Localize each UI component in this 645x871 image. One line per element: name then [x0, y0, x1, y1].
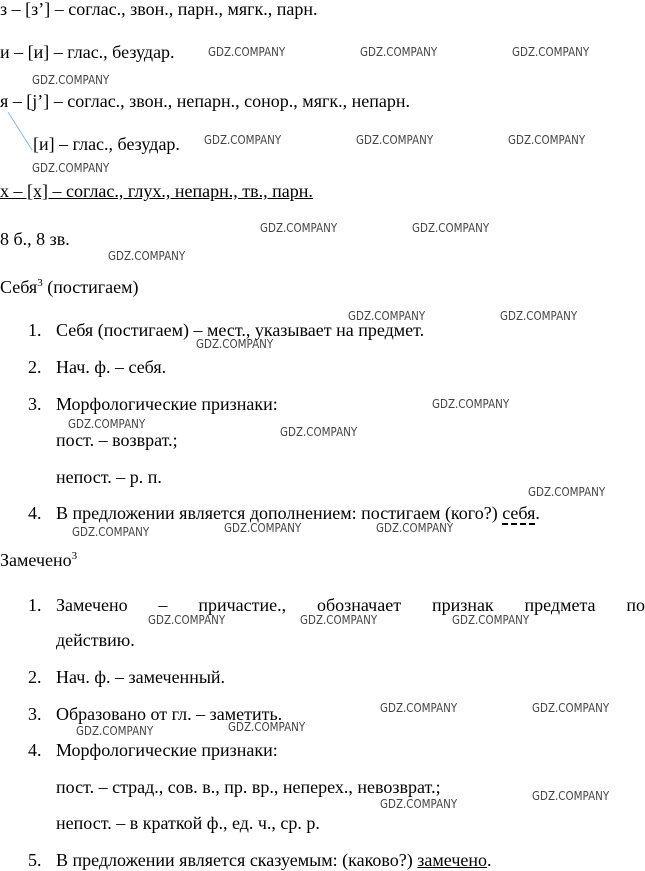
watermark: GDZ.COMPANY — [228, 720, 306, 734]
watermark: GDZ.COMPANY — [532, 789, 610, 803]
list-number: 2. — [28, 357, 42, 377]
word1-item-4-end: . — [535, 503, 540, 523]
watermark: GDZ.COMPANY — [208, 45, 286, 59]
phonetic-line-ya-vowel: [и] – глас., безудар. — [33, 134, 180, 154]
list-number: 4. — [28, 740, 42, 760]
watermark: GDZ.COMPANY — [72, 525, 150, 539]
word2-item-1-cont: действию. — [56, 630, 135, 650]
word1-item-4-word: себя — [502, 503, 536, 523]
watermark: GDZ.COMPANY — [348, 309, 426, 323]
word1-title-tail: (постигаем) — [42, 277, 139, 297]
phonetic-total: 8 б., 8 зв. — [0, 229, 70, 249]
word2-heading — [0, 545, 77, 571]
word2-title: Замечено — [0, 550, 72, 570]
watermark: GDZ.COMPANY — [32, 161, 110, 175]
word2-item-5-text: В предложении является сказуемым: (каково?) — [56, 850, 418, 870]
list-number: 5. — [28, 850, 42, 870]
word2-item-2 — [28, 666, 225, 688]
word1-heading — [0, 272, 139, 298]
word1-title-sup: 3 — [37, 277, 43, 289]
word2-item-2-text: Нач. ф. – замеченный. — [56, 667, 226, 687]
list-number: 2. — [28, 667, 42, 687]
word1-item-4-text: В предложении является дополнением: постигаем (кого?) — [56, 503, 503, 523]
watermark: GDZ.COMPANY — [528, 485, 606, 499]
watermark: GDZ.COMPANY — [532, 701, 610, 715]
word2-item-1-word: Замечено — [56, 595, 128, 615]
word1-item-2-text: Нач. ф. – себя. — [56, 357, 167, 377]
word2-item-1-number — [28, 594, 56, 616]
word1-item-2 — [28, 356, 166, 378]
word2-item-5 — [28, 849, 492, 871]
word2-item-5-end: . — [487, 850, 492, 870]
watermark: GDZ.COMPANY — [412, 221, 490, 235]
word2-item-1-word: обозначает — [317, 595, 402, 615]
watermark: GDZ.COMPANY — [224, 521, 302, 535]
word1-item-1-text: Себя (постигаем) – мест., указывает на предмет. — [56, 320, 425, 340]
watermark: GDZ.COMPANY — [32, 73, 110, 87]
watermark: GDZ.COMPANY — [380, 701, 458, 715]
word2-item-5-word: замечено — [417, 850, 487, 870]
word2-item-4-text: Морфологические признаки: — [56, 740, 278, 760]
list-number: 4. — [28, 503, 42, 523]
list-number: 1. — [28, 320, 42, 340]
list-number: 1. — [28, 595, 42, 615]
watermark: GDZ.COMPANY — [500, 309, 578, 323]
watermark: GDZ.COMPANY — [432, 397, 510, 411]
watermark: GDZ.COMPANY — [360, 45, 438, 59]
watermark: GDZ.COMPANY — [196, 337, 274, 351]
phonetic-line-ya: я – [j’] – соглас., звон., непарн., сонор., мягк., непарн. — [0, 91, 410, 111]
phonetic-line-z: з – [з’] – соглас., звон., парн., мягк., парн. — [0, 0, 318, 19]
word2-sub-1: пост. – страд., сов. в., пр. вр., неперех., невозврат.; — [56, 777, 441, 797]
word2-title-sup: 3 — [71, 550, 78, 562]
list-number: 3. — [28, 704, 42, 724]
watermark: GDZ.COMPANY — [108, 249, 186, 263]
watermark: GDZ.COMPANY — [300, 613, 378, 627]
watermark: GDZ.COMPANY — [356, 133, 434, 147]
word2-item-1-word: признак — [431, 595, 494, 615]
phonetic-line-kh: х – [х] – соглас., глух., непарн., тв., парн. — [0, 181, 313, 201]
watermark: GDZ.COMPANY — [512, 45, 590, 59]
word2-item-1-word: причастие., — [198, 595, 287, 615]
watermark: GDZ.COMPANY — [280, 425, 358, 439]
word1-sub-2: непост. – р. п. — [56, 467, 162, 487]
word1-item-3-text: Морфологические признаки: — [56, 394, 278, 414]
word1-sub-1: пост. – возврат.; — [56, 430, 178, 450]
word2-item-1-word: предмета — [524, 595, 596, 615]
word2-sub-2: непост. – в краткой ф., ед. ч., ср. р. — [56, 813, 320, 833]
watermark: GDZ.COMPANY — [76, 724, 154, 738]
word2-item-3-text: Образовано от гл. – заметить. — [56, 704, 283, 724]
watermark: GDZ.COMPANY — [204, 133, 282, 147]
watermark: GDZ.COMPANY — [380, 797, 458, 811]
watermark: GDZ.COMPANY — [68, 417, 146, 431]
watermark: GDZ.COMPANY — [376, 521, 454, 535]
watermark: GDZ.COMPANY — [148, 613, 226, 627]
list-number: 3. — [28, 394, 42, 414]
watermark: GDZ.COMPANY — [452, 613, 530, 627]
word1-item-3 — [28, 393, 278, 415]
word2-item-1-word: по — [626, 595, 645, 615]
watermark: GDZ.COMPANY — [508, 133, 586, 147]
connector-line — [6, 110, 36, 154]
phonetic-line-i: и – [и] – глас., безудар. — [0, 42, 175, 62]
word2-item-1-word: – — [158, 595, 168, 615]
word2-item-4 — [28, 739, 278, 761]
word1-title: Себя — [0, 277, 38, 297]
watermark: GDZ.COMPANY — [260, 221, 338, 235]
